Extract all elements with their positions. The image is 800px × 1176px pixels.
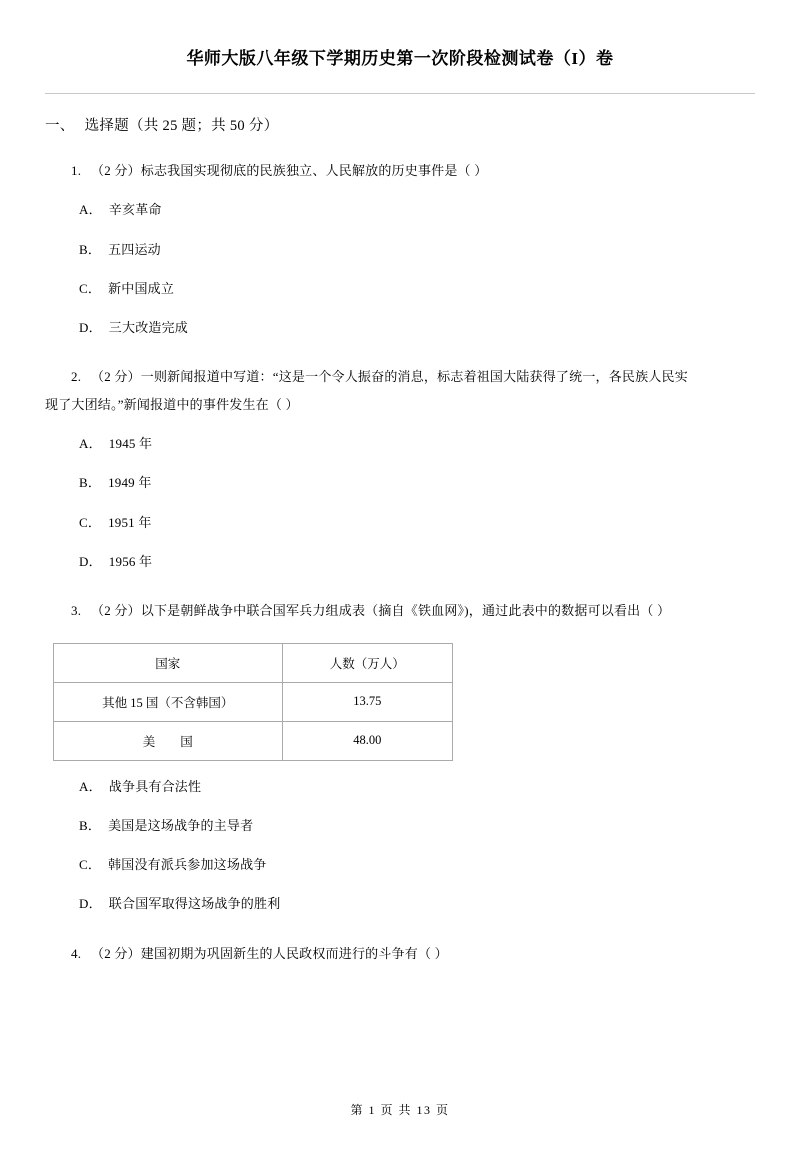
question-1-text: （2 分）标志我国实现彻底的民族独立、人民解放的历史事件是（ ） [91, 163, 488, 178]
question-4-stem [45, 940, 755, 967]
question-1-option-d[interactable] [45, 314, 755, 341]
option-text: 韩国没有派兵参加这场战争 [108, 857, 267, 873]
question-1-number: 1. [71, 163, 82, 178]
option-label: C． [79, 857, 102, 873]
question-3 [45, 597, 755, 917]
question-3-option-a[interactable] [45, 773, 755, 800]
option-label: A． [79, 202, 102, 218]
option-label: D． [79, 320, 102, 336]
question-4 [45, 940, 755, 967]
question-2-text-line2: 现了大团结。”新闻报道中的事件发生在（ ） [45, 396, 299, 412]
option-label: A． [79, 778, 102, 794]
option-text: 1949 年 [108, 475, 152, 491]
table-header-country: 国家 [54, 643, 283, 682]
question-2-option-c[interactable] [45, 509, 755, 536]
question-1-option-c[interactable] [45, 275, 755, 302]
question-3-number: 3. [71, 603, 82, 619]
table-cell-count: 48.00 [282, 721, 452, 760]
option-label: D． [79, 553, 102, 569]
table-cell-country: 其他 15 国（不含韩国） [54, 682, 283, 721]
table-row [54, 682, 453, 721]
table-cell-count: 13.75 [282, 682, 452, 721]
option-label: C． [79, 280, 102, 296]
option-text: 1951 年 [108, 514, 152, 530]
option-label: B． [79, 241, 102, 257]
question-2-option-d[interactable] [45, 548, 755, 575]
option-text: 五四运动 [108, 241, 161, 257]
section-number: 一、 [45, 118, 75, 134]
table-row [54, 721, 453, 760]
question-2-stem [45, 363, 755, 390]
question-3-option-c[interactable] [45, 851, 755, 878]
table-cell-country: 美 国 [54, 721, 283, 760]
question-1-stem [45, 157, 755, 184]
option-label: B． [79, 475, 102, 491]
option-label: D． [79, 896, 102, 912]
option-text: 1945 年 [108, 436, 153, 452]
option-label: B． [79, 817, 102, 833]
question-3-option-d[interactable] [45, 890, 755, 917]
title-divider [45, 93, 755, 94]
question-3-option-b[interactable] [45, 812, 755, 839]
question-1-option-a[interactable] [45, 196, 755, 223]
document-page [0, 44, 800, 1176]
question-2 [45, 363, 755, 575]
question-4-text: （2 分）建国初期为巩固新生的人民政权而进行的斗争有（ ） [91, 945, 448, 961]
option-label: C． [79, 514, 102, 530]
option-text: 辛亥革命 [108, 202, 162, 218]
section-title: 选择题（共 25 题；共 50 分） [84, 118, 279, 134]
page-title: 华师大版八年级下学期历史第一次阶段检测试卷（I）卷 [186, 49, 614, 68]
question-2-option-b[interactable] [45, 469, 755, 496]
question-3-table [53, 643, 453, 761]
option-text: 战争具有合法性 [108, 778, 202, 794]
question-1 [45, 157, 755, 341]
question-2-text-line1: （2 分）一则新闻报道中写道：“这是一个令人振奋的消息，标志着祖国大陆获得了统一，各民族人民实 [91, 369, 688, 385]
option-text: 美国是这场战争的主导者 [108, 817, 254, 833]
question-4-number: 4. [71, 945, 82, 961]
page-footer: 第 1 页 共 13 页 [350, 1103, 450, 1117]
option-text: 1956 年 [108, 553, 153, 569]
table-header-row [54, 643, 453, 682]
option-text: 新中国成立 [108, 280, 175, 296]
table-header-count: 人数（万人） [282, 643, 452, 682]
question-2-stem-cont [45, 391, 755, 418]
question-2-number: 2. [71, 369, 82, 385]
question-2-option-a[interactable] [45, 430, 755, 457]
option-text: 三大改造完成 [108, 320, 188, 336]
section-heading [45, 114, 755, 135]
question-1-option-b[interactable] [45, 236, 755, 263]
option-text: 联合国军取得这场战争的胜利 [108, 896, 281, 912]
question-3-stem [45, 597, 755, 624]
option-label: A． [79, 436, 102, 452]
question-3-text: （2 分）以下是朝鲜战争中联合国军兵力组成表（摘自《铁血网》)，通过此表中的数据可以看出（ ） [91, 603, 671, 619]
